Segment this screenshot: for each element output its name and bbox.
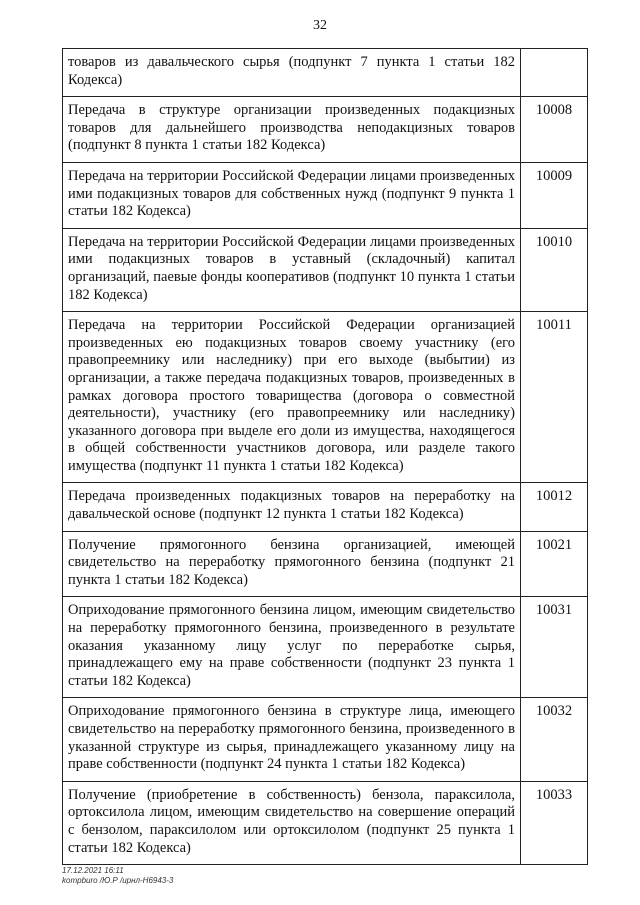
document-footer xyxy=(62,866,173,886)
operation-code: 10010 xyxy=(521,228,588,311)
operation-description: Получение прямогонного бензина организацией, имеющей свидетельство на переработку прямогонного бензина (подпункт 21 пункта 1 статьи 182 Кодекса) xyxy=(63,531,521,597)
table-row xyxy=(63,312,588,483)
operation-description: товаров из давальческого сырья (подпункт 7 пункта 1 статьи 182 Кодекса) xyxy=(63,49,521,97)
footer-timestamp: 17.12.2021 16:11 xyxy=(62,866,124,875)
operations-code-table xyxy=(62,48,588,865)
table-row xyxy=(63,228,588,311)
operation-code: 10012 xyxy=(521,483,588,531)
operation-code: 10008 xyxy=(521,97,588,163)
operation-code: 10009 xyxy=(521,162,588,228)
operation-code: 10032 xyxy=(521,698,588,781)
table-row xyxy=(63,698,588,781)
operation-description: Оприходование прямогонного бензина лицом, имеющим свидетельство на переработку прямогонного бензина, произведенного в результате оказания указанному лицу услуг по переработке сырья, принадлежащего ему на праве собственности (подпункт 23 пункта 1 статьи 182 Кодекса) xyxy=(63,597,521,698)
operation-description: Передача произведенных подакцизных товаров на переработку на давальческой основе (подпункт 12 пункта 1 статьи 182 Кодекса) xyxy=(63,483,521,531)
table-row xyxy=(63,483,588,531)
operation-description: Передача на территории Российской Федерации лицами произведенных ими подакцизных товаров для собственных нужд (подпункт 9 пункта 1 статьи 182 Кодекса) xyxy=(63,162,521,228)
page-number: 32 xyxy=(313,18,327,33)
operation-description: Получение (приобретение в собственность) бензола, параксилола, ортоксилола лицом, имеющим свидетельство на совершение операций с бензолом, параксилолом или ортоксилолом (подпункт 25 пункта 1 статьи 182 Кодекса) xyxy=(63,781,521,864)
table-row xyxy=(63,531,588,597)
table-row xyxy=(63,97,588,163)
table-row xyxy=(63,781,588,864)
operation-code: 10011 xyxy=(521,312,588,483)
operation-description: Передача на территории Российской Федерации лицами произведенных ими подакцизных товаров в уставный (складочный) капитал организаций, паевые фонды кооперативов (подпункт 10 пункта 1 статьи 182 Кодекса) xyxy=(63,228,521,311)
operation-code: 10031 xyxy=(521,597,588,698)
operation-description: Передача в структуре организации произведенных подакцизных товаров для дальнейшего производства неподакцизных товаров (подпункт 8 пункта 1 статьи 182 Кодекса) xyxy=(63,97,521,163)
operation-description: Передача на территории Российской Федерации организацией произведенных ею подакцизных товаров своему участнику (его правопреемнику или наследнику) при его выходе (выбытии) из организации, а также передача подакцизных товаров, произведенных в рамках договора простого товарищества (договора о совместной деятельности), участнику (его правопреемнику или наследнику) указанного договора при выделе его доли из имущества, находящегося в общей собственности участников договора, или разделе такого имущества (подпункт 11 пункта 1 статьи 182 Кодекса) xyxy=(63,312,521,483)
operation-code xyxy=(521,49,588,97)
operation-code: 10021 xyxy=(521,531,588,597)
operation-description: Оприходование прямогонного бензина в структуре лица, имеющего свидетельство на переработку прямогонного бензина, произведенного в указанной структуре из сырья, принадлежащего указанному лицу на праве собственности (подпункт 24 пункта 1 статьи 182 Кодекса) xyxy=(63,698,521,781)
operation-code: 10033 xyxy=(521,781,588,864)
footer-source: kompburo /Ю.Р /ирнл-Н6943-3 xyxy=(62,876,174,885)
table-row xyxy=(63,597,588,698)
table-row xyxy=(63,49,588,97)
table-row xyxy=(63,162,588,228)
